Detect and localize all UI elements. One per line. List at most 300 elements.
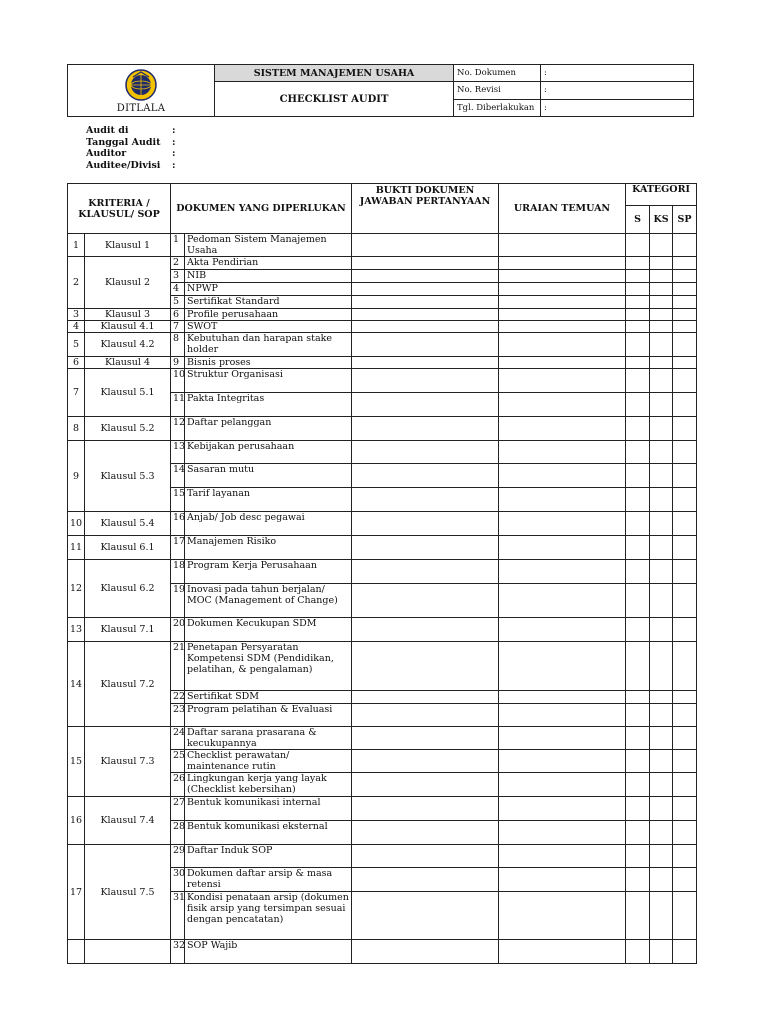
- kategori-s-cell[interactable]: [626, 704, 650, 727]
- doc-number: 29: [171, 845, 185, 868]
- kategori-s-cell[interactable]: [626, 727, 650, 750]
- kategori-sp-cell[interactable]: [673, 560, 697, 584]
- klausul-cell: Klausul 4.2: [85, 333, 171, 357]
- kategori-sp-cell[interactable]: [673, 417, 697, 441]
- audit-info: [86, 125, 176, 171]
- kategori-sp-cell[interactable]: [673, 309, 697, 321]
- audit-info-value: :: [172, 159, 176, 171]
- doc-name: Daftar pelanggan: [185, 417, 352, 441]
- doc-name: Dokumen daftar arsip & masa retensi: [185, 868, 352, 892]
- klausul-cell: Klausul 7.2: [85, 642, 171, 727]
- checklist-table: [67, 183, 697, 964]
- kategori-ks-cell[interactable]: [650, 441, 673, 464]
- klausul-cell: Klausul 4: [85, 357, 171, 369]
- doc-name: Akta Pendirian: [185, 257, 352, 270]
- row-number: 2: [68, 257, 85, 309]
- audit-info-value: :: [172, 148, 176, 159]
- kategori-sp-cell[interactable]: [673, 868, 697, 892]
- kategori-s-cell[interactable]: [626, 536, 650, 560]
- kategori-ks-cell[interactable]: [650, 321, 673, 333]
- uraian-cell[interactable]: [499, 357, 626, 369]
- uraian-cell[interactable]: [499, 940, 626, 964]
- doc-name: Anjab/ Job desc pegawai: [185, 512, 352, 536]
- bukti-cell[interactable]: [352, 257, 499, 270]
- bukti-cell[interactable]: [352, 642, 499, 691]
- bukti-cell[interactable]: [352, 321, 499, 333]
- klausul-cell: Klausul 5.1: [85, 369, 171, 417]
- kategori-s-cell[interactable]: [626, 642, 650, 691]
- klausul-cell: Klausul 1: [85, 234, 171, 257]
- kategori-sp-cell[interactable]: [673, 704, 697, 727]
- kategori-ks-cell[interactable]: [650, 309, 673, 321]
- kategori-s-cell[interactable]: [626, 892, 650, 940]
- bukti-cell[interactable]: [352, 691, 499, 704]
- kategori-ks-cell[interactable]: [650, 270, 673, 283]
- kategori-ks-cell[interactable]: [650, 536, 673, 560]
- kategori-s-cell[interactable]: [626, 464, 650, 488]
- meta-label: No. Revisi: [454, 82, 541, 98]
- doc-name: Profile perusahaan: [185, 309, 352, 321]
- doc-name: Bentuk komunikasi internal: [185, 797, 352, 821]
- bukti-cell[interactable]: [352, 940, 499, 964]
- kategori-sp-cell[interactable]: [673, 892, 697, 940]
- table-row: [68, 727, 697, 750]
- uraian-cell[interactable]: [499, 892, 626, 940]
- audit-info-row: [86, 125, 176, 137]
- kategori-s-cell[interactable]: [626, 283, 650, 296]
- uraian-cell[interactable]: [499, 704, 626, 727]
- doc-name: Penetapan Persyaratan Kompetensi SDM (Pendidikan, pelatihan, & pengalaman): [185, 642, 352, 691]
- doc-number: 13: [171, 441, 185, 464]
- bukti-cell[interactable]: [352, 773, 499, 797]
- table-row: [68, 357, 697, 369]
- kategori-s-cell[interactable]: [626, 560, 650, 584]
- bukti-cell[interactable]: [352, 868, 499, 892]
- table-row: [68, 797, 697, 821]
- doc-number: 5: [171, 296, 185, 309]
- kategori-s-cell[interactable]: [626, 750, 650, 773]
- table-row: [68, 441, 697, 464]
- meta-value: :: [544, 102, 547, 113]
- kategori-s-cell[interactable]: [626, 369, 650, 393]
- klausul-cell: Klausul 2: [85, 257, 171, 309]
- doc-name: SOP Wajib: [185, 940, 352, 964]
- kategori-sp-cell[interactable]: [673, 333, 697, 357]
- row-number: 5: [68, 333, 85, 357]
- title-cell: [215, 65, 454, 116]
- doc-name: Program pelatihan & Evaluasi: [185, 704, 352, 727]
- bukti-cell[interactable]: [352, 270, 499, 283]
- doc-name: Checklist perawatan/ maintenance rutin: [185, 750, 352, 773]
- doc-name: Sertifikat SDM: [185, 691, 352, 704]
- kategori-sp-cell[interactable]: [673, 441, 697, 464]
- kategori-s-cell[interactable]: [626, 296, 650, 309]
- meta-row-tanggal: [454, 100, 693, 116]
- kategori-s-cell[interactable]: [626, 868, 650, 892]
- kategori-s-cell[interactable]: [626, 845, 650, 868]
- doc-name: Kebijakan perusahaan: [185, 441, 352, 464]
- kategori-s-cell[interactable]: [626, 940, 650, 964]
- doc-number: 26: [171, 773, 185, 797]
- meta-row-revisi: [454, 82, 693, 99]
- doc-name: NPWP: [185, 283, 352, 296]
- table-row: [68, 845, 697, 868]
- kategori-s-cell[interactable]: [626, 333, 650, 357]
- kategori-ks-cell[interactable]: [650, 642, 673, 691]
- kategori-sp-cell[interactable]: [673, 512, 697, 536]
- row-number: 11: [68, 536, 85, 560]
- kategori-ks-cell[interactable]: [650, 618, 673, 642]
- row-number: 3: [68, 309, 85, 321]
- klausul-cell: Klausul 6.2: [85, 560, 171, 618]
- klausul-cell: Klausul 7.5: [85, 845, 171, 940]
- header-dokumen: DOKUMEN YANG DIPERLUKAN: [171, 184, 352, 234]
- uraian-cell[interactable]: [499, 309, 626, 321]
- row-number: 7: [68, 369, 85, 417]
- doc-number: 25: [171, 750, 185, 773]
- table-row: [68, 321, 697, 333]
- klausul-cell: [85, 940, 171, 964]
- uraian-cell[interactable]: [499, 417, 626, 441]
- doc-number: 12: [171, 417, 185, 441]
- meta-label: No. Dokumen: [454, 65, 541, 81]
- kategori-ks-cell[interactable]: [650, 584, 673, 618]
- kategori-ks-cell[interactable]: [650, 750, 673, 773]
- kategori-ks-cell[interactable]: [650, 773, 673, 797]
- kategori-ks-cell[interactable]: [650, 333, 673, 357]
- kategori-s-cell[interactable]: [626, 618, 650, 642]
- audit-info-value: :: [172, 125, 176, 136]
- kategori-ks-cell[interactable]: [650, 357, 673, 369]
- kategori-sp-cell[interactable]: [673, 821, 697, 845]
- bukti-cell[interactable]: [352, 369, 499, 393]
- kategori-sp-cell[interactable]: [673, 257, 697, 270]
- uraian-cell[interactable]: [499, 257, 626, 270]
- uraian-cell[interactable]: [499, 333, 626, 357]
- header-kategori: KATEGORI: [626, 184, 697, 206]
- uraian-cell[interactable]: [499, 512, 626, 536]
- kategori-sp-cell[interactable]: [673, 369, 697, 393]
- uraian-cell[interactable]: [499, 369, 626, 393]
- doc-number: 17: [171, 536, 185, 560]
- doc-name: Sertifikat Standard: [185, 296, 352, 309]
- kategori-s-cell[interactable]: [626, 821, 650, 845]
- kategori-ks-cell[interactable]: [650, 257, 673, 270]
- table-row: [68, 257, 697, 270]
- kategori-sp-cell[interactable]: [673, 536, 697, 560]
- kategori-sp-cell[interactable]: [673, 940, 697, 964]
- kategori-ks-cell[interactable]: [650, 727, 673, 750]
- kategori-sp-cell[interactable]: [673, 393, 697, 417]
- doc-number: 15: [171, 488, 185, 512]
- doc-number: 22: [171, 691, 185, 704]
- kategori-sp-cell[interactable]: [673, 584, 697, 618]
- doc-number: 2: [171, 257, 185, 270]
- uraian-cell[interactable]: [499, 845, 626, 868]
- doc-name: Bentuk komunikasi eksternal: [185, 821, 352, 845]
- doc-number: 4: [171, 283, 185, 296]
- row-number: 17: [68, 845, 85, 940]
- header-kriteria: KRITERIA / KLAUSUL/ SOP: [68, 184, 171, 234]
- doc-name: Tarif layanan: [185, 488, 352, 512]
- doc-number: 31: [171, 892, 185, 940]
- bukti-cell[interactable]: [352, 821, 499, 845]
- audit-info-row: [86, 137, 176, 149]
- bukti-cell[interactable]: [352, 309, 499, 321]
- doc-number: 32: [171, 940, 185, 964]
- klausul-cell: Klausul 7.1: [85, 618, 171, 642]
- row-number: 8: [68, 417, 85, 441]
- bukti-cell[interactable]: [352, 704, 499, 727]
- table-row: [68, 560, 697, 584]
- bukti-cell[interactable]: [352, 488, 499, 512]
- uraian-cell[interactable]: [499, 584, 626, 618]
- kategori-ks-cell[interactable]: [650, 691, 673, 704]
- table-row: [68, 333, 697, 357]
- row-number: 15: [68, 727, 85, 797]
- kategori-sp-cell[interactable]: [673, 642, 697, 691]
- kategori-s-cell[interactable]: [626, 584, 650, 618]
- uraian-cell[interactable]: [499, 618, 626, 642]
- doc-number: 6: [171, 309, 185, 321]
- doc-number: 9: [171, 357, 185, 369]
- kategori-ks-cell[interactable]: [650, 892, 673, 940]
- klausul-cell: Klausul 7.4: [85, 797, 171, 845]
- kategori-sp-cell[interactable]: [673, 750, 697, 773]
- uraian-cell[interactable]: [499, 441, 626, 464]
- bukti-cell[interactable]: [352, 584, 499, 618]
- kategori-sp-cell[interactable]: [673, 270, 697, 283]
- uraian-cell[interactable]: [499, 296, 626, 309]
- doc-number: 27: [171, 797, 185, 821]
- doc-name: Dokumen Kecukupan SDM: [185, 618, 352, 642]
- table-row: [68, 234, 697, 257]
- kategori-sp-cell[interactable]: [673, 691, 697, 704]
- kategori-ks-cell[interactable]: [650, 283, 673, 296]
- doc-number: 24: [171, 727, 185, 750]
- kategori-ks-cell[interactable]: [650, 845, 673, 868]
- bukti-cell[interactable]: [352, 417, 499, 441]
- audit-info-value: :: [172, 136, 176, 148]
- table-row: [68, 309, 697, 321]
- audit-info-label: Audit di: [86, 125, 129, 136]
- doc-name: Kondisi penataan arsip (dokumen fisik arsip yang tersimpan sesuai dengan pencatatan): [185, 892, 352, 940]
- kategori-s-cell[interactable]: [626, 773, 650, 797]
- bukti-cell[interactable]: [352, 618, 499, 642]
- bukti-cell[interactable]: [352, 727, 499, 750]
- row-number: 16: [68, 797, 85, 845]
- klausul-cell: Klausul 5.3: [85, 441, 171, 512]
- uraian-cell[interactable]: [499, 868, 626, 892]
- kategori-ks-cell[interactable]: [650, 296, 673, 309]
- doc-name: SWOT: [185, 321, 352, 333]
- kategori-sp-cell[interactable]: [673, 357, 697, 369]
- audit-info-row: [86, 160, 176, 172]
- kategori-ks-cell[interactable]: [650, 512, 673, 536]
- kategori-s-cell[interactable]: [626, 270, 650, 283]
- doc-number: 14: [171, 464, 185, 488]
- uraian-cell[interactable]: [499, 560, 626, 584]
- table-row: [68, 536, 697, 560]
- bukti-cell[interactable]: [352, 797, 499, 821]
- uraian-cell[interactable]: [499, 283, 626, 296]
- uraian-cell[interactable]: [499, 488, 626, 512]
- audit-info-label: Auditee/Divisi: [86, 159, 161, 171]
- kategori-ks-cell[interactable]: [650, 868, 673, 892]
- bukti-cell[interactable]: [352, 750, 499, 773]
- kategori-s-cell[interactable]: [626, 441, 650, 464]
- kategori-s-cell[interactable]: [626, 512, 650, 536]
- kategori-sp-cell[interactable]: [673, 845, 697, 868]
- kategori-sp-cell[interactable]: [673, 464, 697, 488]
- kategori-ks-cell[interactable]: [650, 464, 673, 488]
- meta-label: Tgl. Diberlakukan: [454, 100, 541, 116]
- bukti-cell[interactable]: [352, 283, 499, 296]
- bukti-cell[interactable]: [352, 512, 499, 536]
- doc-name: Manajemen Risiko: [185, 536, 352, 560]
- uraian-cell[interactable]: [499, 642, 626, 691]
- kategori-ks-cell[interactable]: [650, 393, 673, 417]
- doc-number: 7: [171, 321, 185, 333]
- kategori-s-cell[interactable]: [626, 393, 650, 417]
- doc-number: 16: [171, 512, 185, 536]
- meta-value: :: [544, 68, 547, 79]
- uraian-cell[interactable]: [499, 773, 626, 797]
- klausul-cell: Klausul 4.1: [85, 321, 171, 333]
- row-number: 13: [68, 618, 85, 642]
- row-number: 4: [68, 321, 85, 333]
- doc-number: 28: [171, 821, 185, 845]
- bukti-cell[interactable]: [352, 560, 499, 584]
- row-number: 10: [68, 512, 85, 536]
- kategori-sp-cell[interactable]: [673, 321, 697, 333]
- uraian-cell[interactable]: [499, 464, 626, 488]
- bukti-cell[interactable]: [352, 333, 499, 357]
- uraian-cell[interactable]: [499, 821, 626, 845]
- doc-name: Program Kerja Perusahaan: [185, 560, 352, 584]
- bukti-cell[interactable]: [352, 845, 499, 868]
- doc-title: CHECKLIST AUDIT: [279, 93, 389, 105]
- kategori-s-cell[interactable]: [626, 488, 650, 512]
- meta-row-dokumen: [454, 65, 693, 82]
- kategori-ks-cell[interactable]: [650, 940, 673, 964]
- header-s: S: [626, 206, 650, 234]
- doc-name: Sasaran mutu: [185, 464, 352, 488]
- kategori-s-cell[interactable]: [626, 417, 650, 441]
- uraian-cell[interactable]: [499, 234, 626, 257]
- kategori-sp-cell[interactable]: [673, 488, 697, 512]
- meta-value: :: [544, 85, 547, 96]
- header-uraian: URAIAN TEMUAN: [499, 184, 626, 234]
- doc-name: Pedoman Sistem Manajemen Usaha: [185, 234, 352, 257]
- bukti-cell[interactable]: [352, 234, 499, 257]
- bukti-cell[interactable]: [352, 393, 499, 417]
- row-number: 14: [68, 642, 85, 727]
- uraian-cell[interactable]: [499, 393, 626, 417]
- kategori-sp-cell[interactable]: [673, 283, 697, 296]
- kategori-s-cell[interactable]: [626, 797, 650, 821]
- kategori-ks-cell[interactable]: [650, 560, 673, 584]
- doc-number: 8: [171, 333, 185, 357]
- uraian-cell[interactable]: [499, 750, 626, 773]
- bukti-cell[interactable]: [352, 441, 499, 464]
- kategori-s-cell[interactable]: [626, 257, 650, 270]
- doc-name: Struktur Organisasi: [185, 369, 352, 393]
- kategori-ks-cell[interactable]: [650, 797, 673, 821]
- uraian-cell[interactable]: [499, 727, 626, 750]
- checklist-body: [68, 234, 697, 964]
- doc-name: Daftar Induk SOP: [185, 845, 352, 868]
- uraian-cell[interactable]: [499, 691, 626, 704]
- row-number: [68, 940, 85, 964]
- kategori-sp-cell[interactable]: [673, 727, 697, 750]
- klausul-cell: Klausul 5.2: [85, 417, 171, 441]
- doc-number: 11: [171, 393, 185, 417]
- doc-number: 21: [171, 642, 185, 691]
- klausul-cell: Klausul 6.1: [85, 536, 171, 560]
- doc-number: 18: [171, 560, 185, 584]
- table-row: [68, 618, 697, 642]
- doc-number: 19: [171, 584, 185, 618]
- kategori-s-cell[interactable]: [626, 309, 650, 321]
- kategori-ks-cell[interactable]: [650, 821, 673, 845]
- kategori-sp-cell[interactable]: [673, 797, 697, 821]
- table-row: [68, 512, 697, 536]
- kategori-ks-cell[interactable]: [650, 417, 673, 441]
- row-number: 9: [68, 441, 85, 512]
- klausul-cell: Klausul 5.4: [85, 512, 171, 536]
- table-row: [68, 417, 697, 441]
- table-row: [68, 940, 697, 964]
- bukti-cell[interactable]: [352, 357, 499, 369]
- bukti-cell[interactable]: [352, 892, 499, 940]
- uraian-cell[interactable]: [499, 270, 626, 283]
- table-row: [68, 369, 697, 393]
- doc-number: 20: [171, 618, 185, 642]
- kategori-s-cell[interactable]: [626, 691, 650, 704]
- kategori-ks-cell[interactable]: [650, 234, 673, 257]
- audit-info-label: Auditor: [86, 148, 127, 159]
- doc-name: NIB: [185, 270, 352, 283]
- doc-name: Inovasi pada tahun berjalan/ MOC (Management of Change): [185, 584, 352, 618]
- bukti-cell[interactable]: [352, 296, 499, 309]
- kategori-ks-cell[interactable]: [650, 488, 673, 512]
- row-number: 12: [68, 560, 85, 618]
- uraian-cell[interactable]: [499, 797, 626, 821]
- kategori-sp-cell[interactable]: [673, 618, 697, 642]
- kategori-s-cell[interactable]: [626, 357, 650, 369]
- doc-number: 3: [171, 270, 185, 283]
- header-sp: SP: [673, 206, 697, 234]
- uraian-cell[interactable]: [499, 536, 626, 560]
- uraian-cell[interactable]: [499, 321, 626, 333]
- bukti-cell[interactable]: [352, 536, 499, 560]
- row-number: 1: [68, 234, 85, 257]
- audit-info-row: [86, 148, 176, 160]
- kategori-sp-cell[interactable]: [673, 296, 697, 309]
- kategori-sp-cell[interactable]: [673, 234, 697, 257]
- audit-info-label: Tanggal Audit: [86, 136, 161, 148]
- kategori-ks-cell[interactable]: [650, 704, 673, 727]
- logo-cell: [68, 65, 215, 116]
- kategori-s-cell[interactable]: [626, 234, 650, 257]
- kategori-sp-cell[interactable]: [673, 773, 697, 797]
- kategori-ks-cell[interactable]: [650, 369, 673, 393]
- logo-text: DITLALA: [116, 102, 166, 114]
- kategori-s-cell[interactable]: [626, 321, 650, 333]
- bukti-cell[interactable]: [352, 464, 499, 488]
- ditlala-logo-icon: [123, 68, 159, 102]
